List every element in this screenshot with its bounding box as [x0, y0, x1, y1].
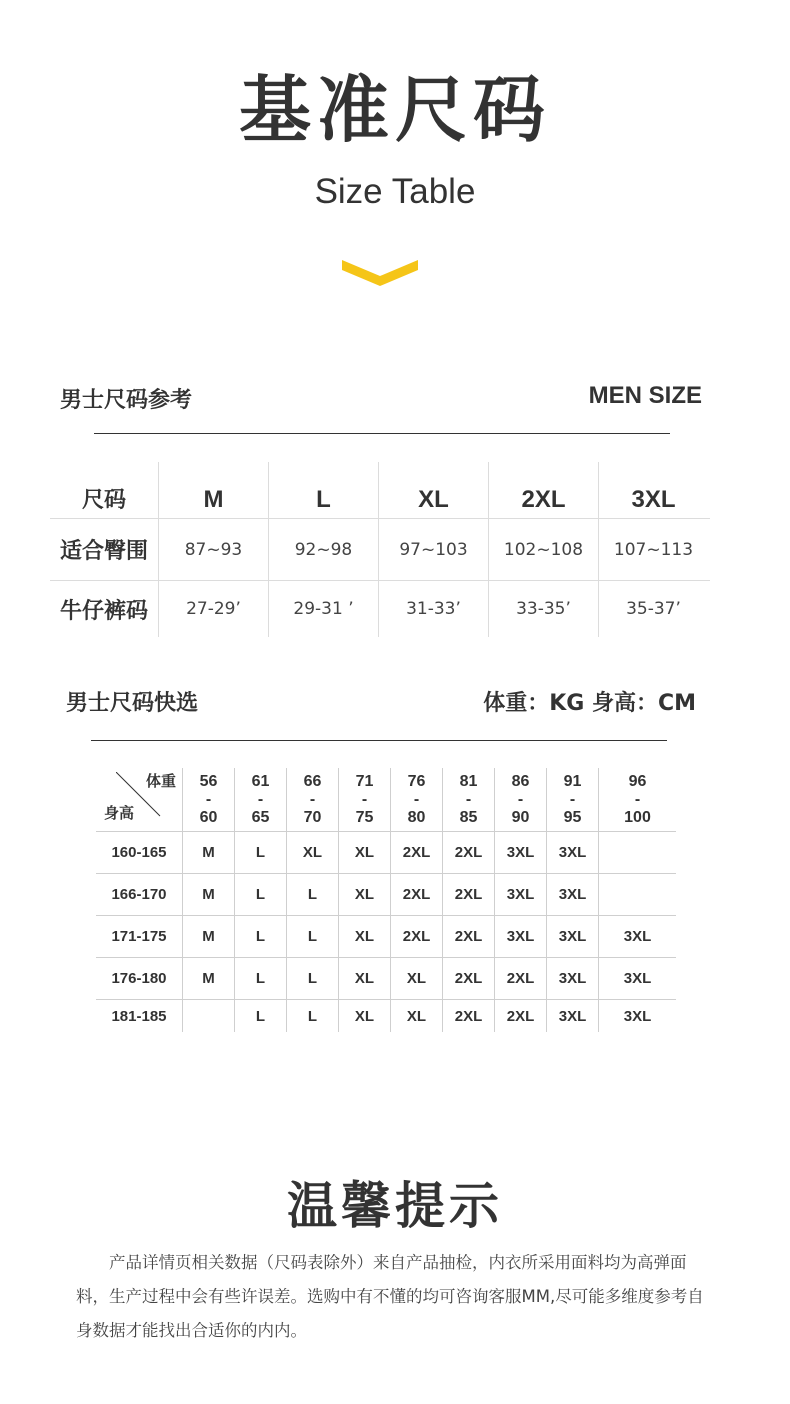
table-cell: 87~93 — [158, 519, 268, 580]
size-cell: XL — [390, 1000, 442, 1032]
size-cell: 2XL — [442, 832, 494, 873]
table-cell: 97~103 — [378, 519, 488, 580]
page-title: 基准尺码 — [238, 68, 551, 152]
size-cell: XL — [390, 958, 442, 999]
table-header-cell: 3XL — [598, 462, 708, 518]
men-size-label: 男士尺码参考 — [60, 388, 193, 413]
size-cell: XL — [338, 874, 390, 915]
table-cell: 29-31 ’ — [268, 581, 378, 637]
height-cell: 176-180 — [111, 970, 167, 987]
table-row — [50, 581, 710, 637]
size-cell: L — [234, 874, 286, 915]
size-cell: M — [182, 958, 234, 999]
size-cell: 2XL — [390, 916, 442, 957]
quick-select-table — [96, 768, 676, 1032]
size-cell — [598, 874, 676, 915]
size-cell: 2XL — [442, 916, 494, 957]
size-cell: XL — [338, 1000, 390, 1032]
size-cell: XL — [286, 832, 338, 873]
table-row-label: 牛仔裤码 — [59, 598, 148, 624]
size-cell: XL — [338, 832, 390, 873]
weight-header-cell: 66 - 70 — [286, 768, 338, 831]
quick-select-units: 体重：KG 身高：CM — [483, 691, 696, 716]
chevron-down-icon — [342, 256, 418, 288]
weight-header-cell: 61 - 65 — [234, 768, 286, 831]
table-header-cell: 2XL — [488, 462, 598, 518]
table-row — [50, 519, 710, 581]
table-cell: 107~113 — [598, 519, 708, 580]
size-cell: L — [234, 832, 286, 873]
size-cell: 2XL — [442, 1000, 494, 1032]
size-cell: 2XL — [390, 874, 442, 915]
height-cell: 181-185 — [111, 1007, 167, 1025]
size-cell: 3XL — [494, 916, 546, 957]
table-row — [96, 1000, 676, 1032]
size-cell: M — [182, 916, 234, 957]
size-cell: 3XL — [494, 874, 546, 915]
size-cell: 3XL — [546, 916, 598, 957]
table-row — [96, 832, 676, 874]
divider — [91, 740, 667, 741]
size-cell: L — [286, 1000, 338, 1032]
size-cell — [182, 1000, 234, 1032]
size-cell: M — [182, 832, 234, 873]
men-size-label-en: MEN SIZE — [588, 382, 702, 409]
size-cell: 3XL — [546, 958, 598, 999]
table-cell: 31-33’ — [378, 581, 488, 637]
table-header-row — [96, 768, 676, 832]
table-row — [96, 958, 676, 1000]
size-cell: 3XL — [598, 916, 676, 957]
size-cell: XL — [338, 958, 390, 999]
table-cell: 102~108 — [488, 519, 598, 580]
size-cell: 2XL — [494, 958, 546, 999]
size-cell: 3XL — [546, 874, 598, 915]
weight-header-cell: 76 - 80 — [390, 768, 442, 831]
size-cell: 3XL — [546, 1000, 598, 1032]
table-row — [96, 916, 676, 958]
table-header-row — [50, 462, 710, 519]
men-size-table — [50, 462, 710, 637]
table-row — [96, 874, 676, 916]
size-cell — [598, 832, 676, 873]
size-cell: M — [182, 874, 234, 915]
size-cell: 3XL — [598, 958, 676, 999]
weight-header-cell: 81 - 85 — [442, 768, 494, 831]
size-cell: L — [286, 958, 338, 999]
table-cell: 35-37’ — [598, 581, 708, 637]
table-header-cell: M — [158, 462, 268, 518]
table-cell: 33-35’ — [488, 581, 598, 637]
weight-axis-label: 体重 — [145, 772, 176, 790]
weight-header-cell: 96 - 100 — [598, 768, 676, 831]
divider — [94, 433, 670, 434]
tips-text: 产品详情页相关数据（尺码表除外）来自产品抽检，内衣所采用面料均为高弹面料，生产过程中会有些许误差。选购中有不懂的均可咨询客服MM,尽可能多维度参考自身数据才能找出合适你的内内。 — [76, 1253, 704, 1340]
height-cell: 166-170 — [111, 886, 167, 903]
table-row-label: 适合臀围 — [59, 539, 148, 564]
size-cell: L — [286, 916, 338, 957]
size-cell: L — [234, 958, 286, 999]
table-corner-cell — [96, 768, 182, 831]
size-cell: 2XL — [442, 874, 494, 915]
size-cell: 2XL — [494, 1000, 546, 1032]
weight-header-cell: 71 - 75 — [338, 768, 390, 831]
size-cell: 3XL — [494, 832, 546, 873]
table-cell: 92~98 — [268, 519, 378, 580]
table-cell: 27-29’ — [158, 581, 268, 637]
weight-header-cell: 56 - 60 — [182, 768, 234, 831]
tips-title: 温馨提示 — [287, 1177, 503, 1235]
table-header-cell: XL — [378, 462, 488, 518]
size-cell: L — [286, 874, 338, 915]
size-cell: XL — [338, 916, 390, 957]
weight-header-cell: 91 - 95 — [546, 768, 598, 831]
table-header-cell: 尺码 — [81, 488, 126, 513]
height-cell: 160-165 — [111, 844, 167, 861]
size-cell: 3XL — [598, 1000, 676, 1032]
size-cell: L — [234, 1000, 286, 1032]
size-cell: 3XL — [546, 832, 598, 873]
size-cell: L — [234, 916, 286, 957]
page-subtitle: Size Table — [314, 172, 476, 211]
height-axis-label: 身高 — [104, 804, 135, 822]
size-cell: 2XL — [442, 958, 494, 999]
size-cell: 2XL — [390, 832, 442, 873]
table-header-cell: L — [268, 462, 378, 518]
weight-header-cell: 86 - 90 — [494, 768, 546, 831]
quick-select-label: 男士尺码快选 — [66, 691, 199, 716]
height-cell: 171-175 — [111, 928, 167, 945]
